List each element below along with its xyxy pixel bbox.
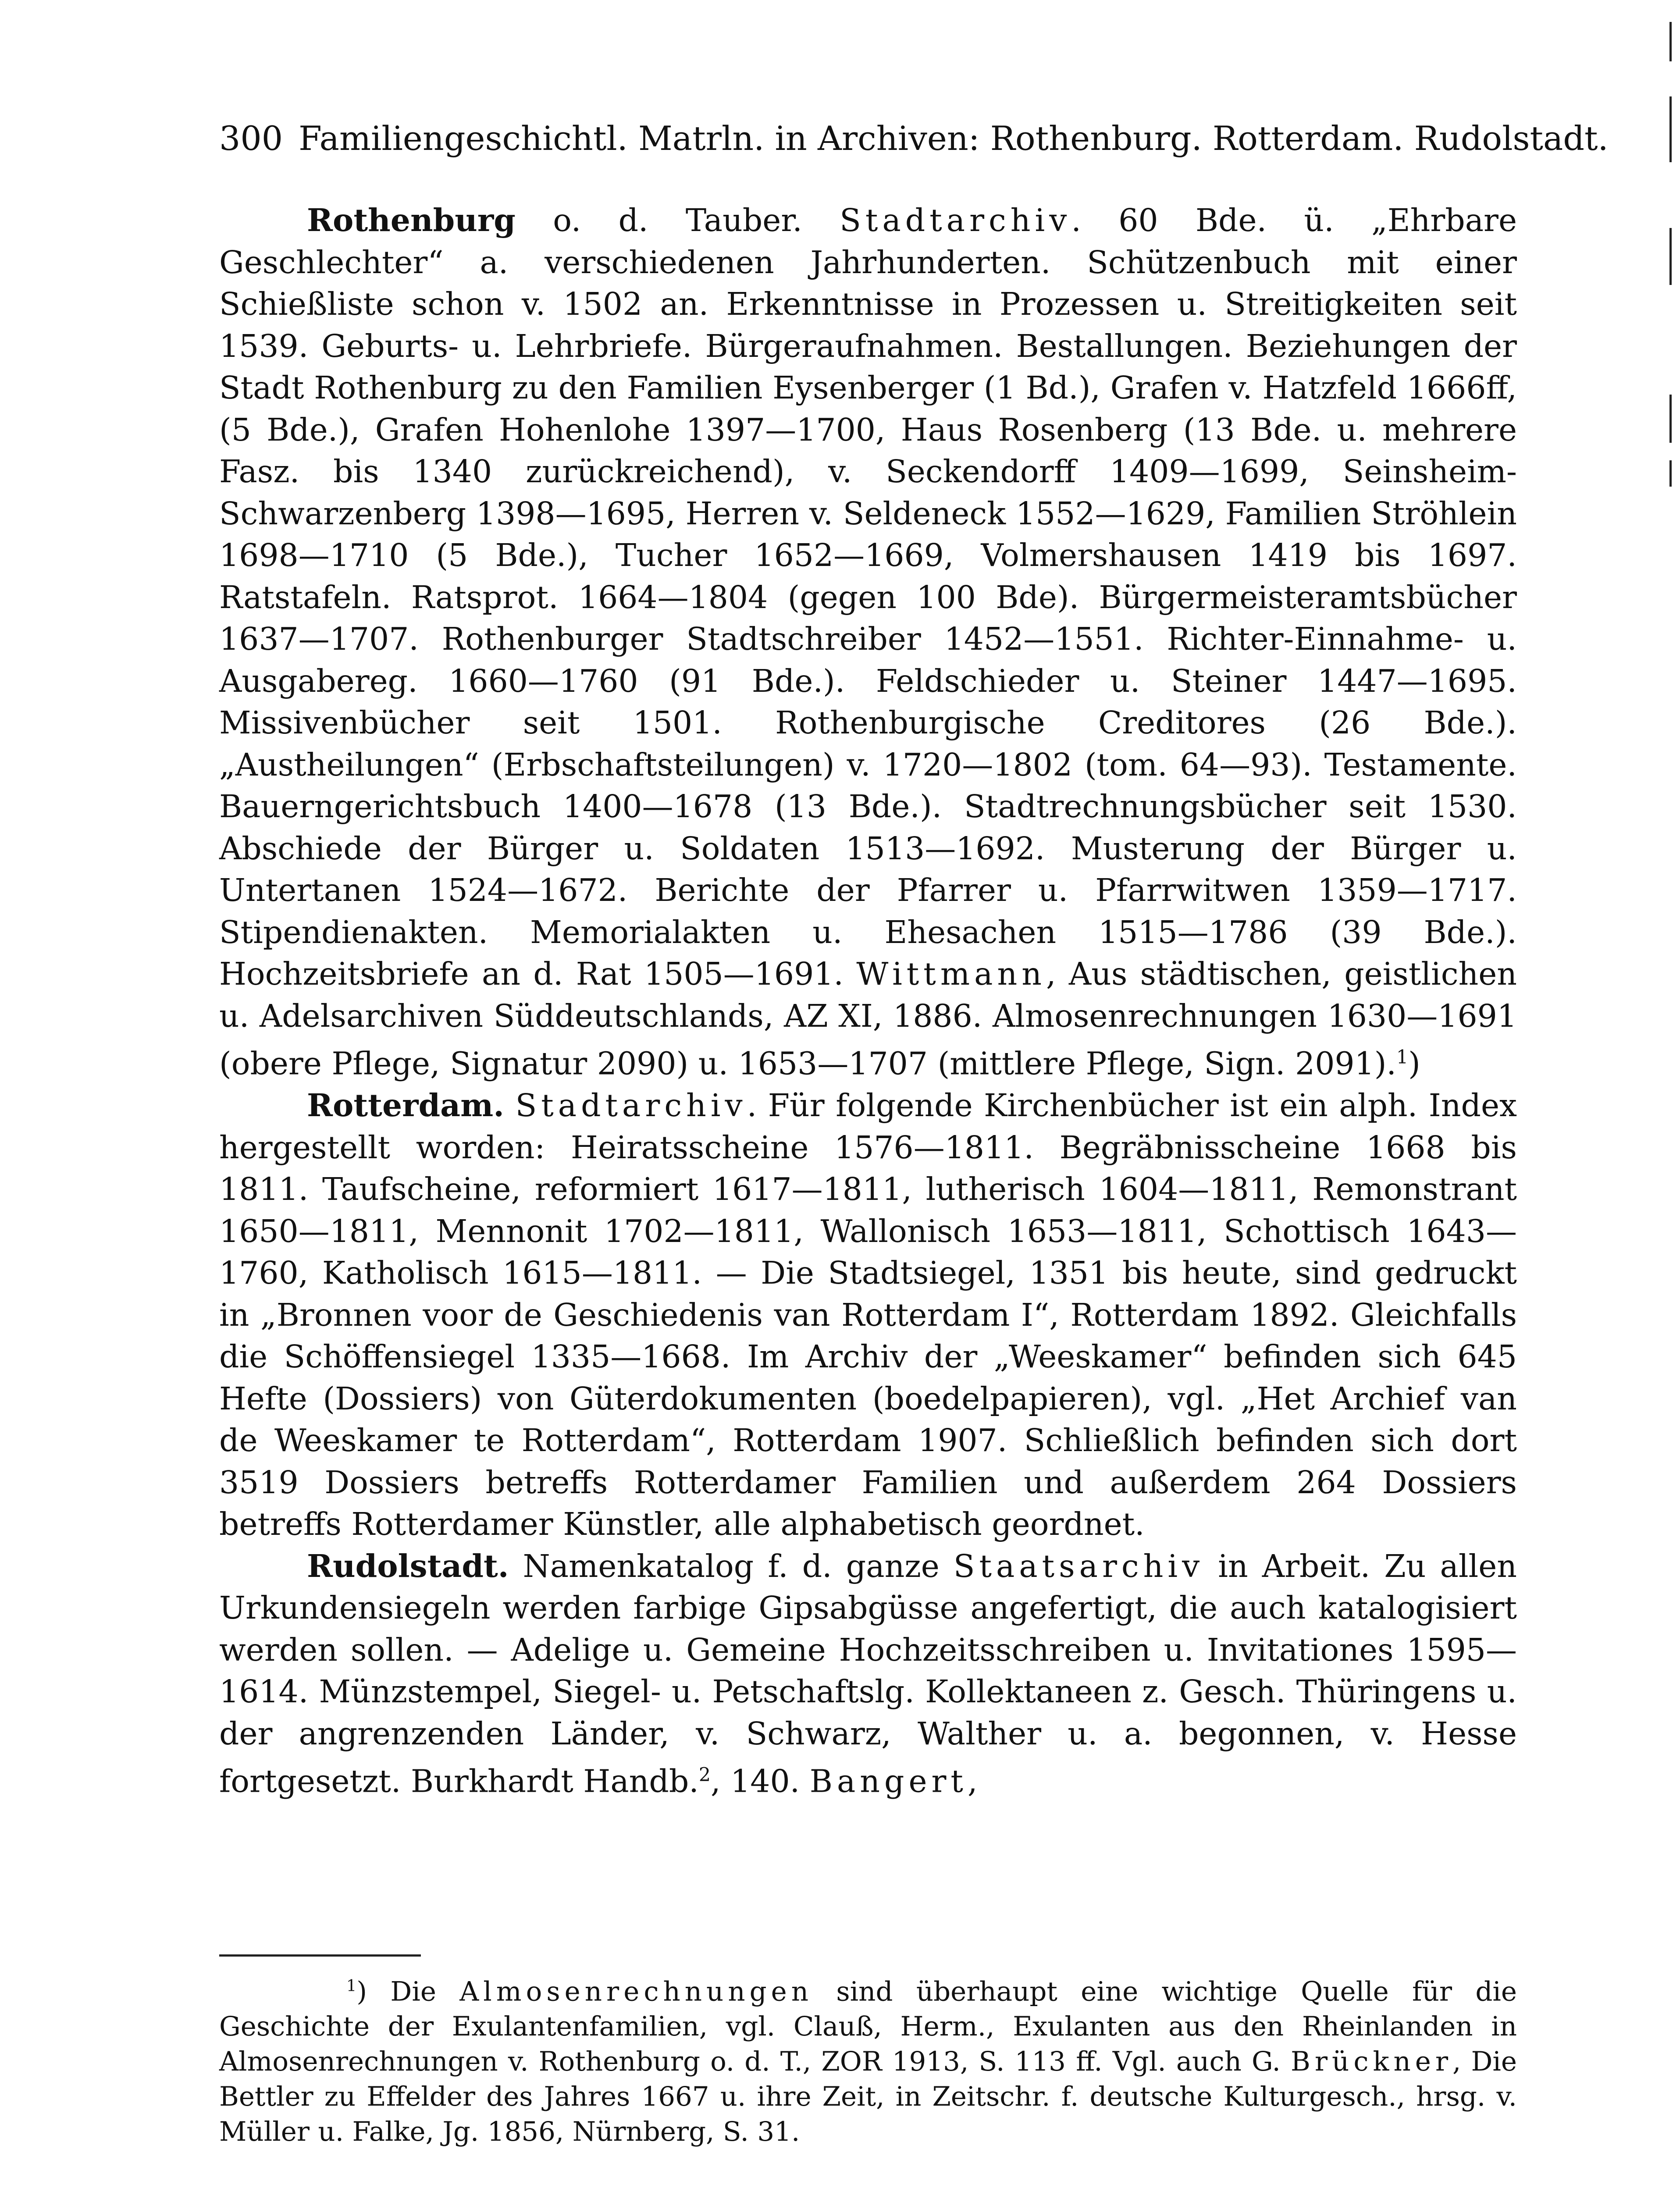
- entry-heading-rotterdam: Rotterdam.: [307, 1087, 505, 1124]
- page-number: 300: [219, 119, 283, 158]
- entry-heading-rothenburg: Rothenburg: [307, 202, 516, 238]
- footnote-rule: [219, 1954, 421, 1957]
- scan-edge-mark: [1669, 395, 1672, 443]
- entry-rudolstadt: Rudolstadt. Namenkatalog f. d. ganze Staatsarchiv in Arbeit. Zu allen Urkundensiegeln werden farbige Gipsabgüsse angefertigt, die auch katalogisiert werden sollen. — Adelige u. Gemeine Hochzeitsschreiben u. Invitationes 1595—1614. Münzstempel, Siegel- u. Petschaftslg. Kollektaneen z. Gesch. Thüringens u. der angrenzenden Länder, v. Schwarz, Walther u. a. begonnen, v. Hesse fortgesetzt. Burkhardt Handb.$^2$, 140. Bangert,: [219, 1547, 1517, 1800]
- author-name: Bangert: [809, 1763, 968, 1800]
- scan-edge-mark: [1669, 22, 1672, 61]
- running-header: [219, 117, 1609, 160]
- author-name: Brückner: [1291, 2046, 1452, 2078]
- footnote-1: $^1$) Die Almosenrechnungen sind überhaupt eine wichtige Quelle für die Geschichte der Exulantenfamilien, vgl. Clauß, Herm., Exulanten aus den Rheinlanden in Almosenrechnungen v. Rothenburg o. d. T., ZOR 1913, S. 113 ff. Vgl. auch G. Brückner, Die Bettler zu Effelder des Jahres 1667 u. ihre Zeit, in Zeitschr. f. deutsche Kulturgesch., hrsg. v. Müller u. Falke, Jg. 1856, Nürnberg, S. 31.: [219, 1976, 1517, 2148]
- main-text: [219, 199, 1517, 1802]
- footnotes: [219, 1968, 1517, 2149]
- scan-edge-mark: [1669, 96, 1672, 162]
- entry-heading-rudolstadt: Rudolstadt.: [307, 1547, 509, 1584]
- footnote-marker: 1: [346, 1976, 357, 1995]
- entry-rothenburg: Rothenburg o. d. Tauber. Stadtarchiv. 60 Bde. ü. „Ehrbare Geschlechter“ a. verschiedenen Jahrhunderten. Schützenbuch mit einer Schießliste schon v. 1502 an. Erkenntnisse in Prozessen u. Streitigkeiten seit 1539. Geburts- u. Lehrbriefe. Bürgeraufnahmen. Bestallungen. Beziehungen der Stadt Rothenburg zu den Familien Eysenberger (1 Bd.), Grafen v. Hatzfeld 1666ff, (5 Bde.), Grafen Hohenlohe 1397—1700, Haus Rosenberg (13 Bde. u. mehrere Fasz. bis 1340 zurückreichend), v. Seckendorff 1409—1699, Seinsheim-Schwarzenberg 1398—1695, Herren v. Seldeneck 1552—1629, Familien Ströhlein 1698—1710 (5 Bde.), Tucher 1652—1669, Volmershausen 1419 bis 1697. Ratstafeln. Ratsprot. 1664—1804 (gegen 100 Bde). Bürgermeisteramtsbücher 1637—1707. Rothenburger Stadtschreiber 1452—1551. Richter-Einnahme- u. Ausgabereg. 1660—1760 (91 Bde.). Feldschieder u. Steiner 1447—1695. Missivenbücher seit 1501. Rothenburgische Creditores (26 Bde.). „Austheilungen“ (Erbschaftsteilungen) v. 1720—1802 (tom. 64—93). Testamente. Bauerngerichtsbuch 1400—1678 (13 Bde.). Stadtrechnungsbücher seit 1530. Abschiede der Bürger u. Soldaten 1513—1692. Musterung der Bürger u. Untertanen 1524—1672. Berichte der Pfarrer u. Pfarrwitwen 1359—1717. Stipendienakten. Memorialakten u. Ehesachen 1515—1786 (39 Bde.). Hochzeitsbriefe an d. Rat 1505—1691. Wittmann, Aus städtischen, geistlichen u. Adelsarchiven Süddeutschlands, AZ XI, 1886. Almosenrechnungen 1630—1691 (obere Pflege, Signatur 2090) u. 1653—1707 (mittlere Pflege, Sign. 2091).$^1$): [219, 202, 1517, 1082]
- archive-name: Stadtarchiv: [515, 1087, 747, 1124]
- entry-rotterdam: Rotterdam. Stadtarchiv. Für folgende Kirchenbücher ist ein alph. Index hergestellt worden: Heiratsscheine 1576—1811. Begräbnisscheine 1668 bis 1811. Taufscheine, reformiert 1617—1811, lutherisch 1604—1811, Remonstrant 1650—1811, Mennonit 1702—1811, Wallonisch 1653—1811, Schottisch 1643—1760, Katholisch 1615—1811. — Die Stadtsiegel, 1351 bis heute, sind gedruckt in „Bronnen voor de Geschiedenis van Rotterdam I“, Rotterdam 1892. Gleichfalls die Schöffensiegel 1335—1668. Im Archiv der „Weeskamer“ befinden sich 645 Hefte (Dossiers) von Güterdokumenten (boedelpapieren), vgl. „Het Archief van de Weeskamer te Rotterdam“, Rotterdam 1907. Schließlich befinden sich dort 3519 Dossiers betreffs Rotterdamer Familien und außerdem 264 Dossiers betreffs Rotterdamer Künstler, alle alphabetisch geordnet.: [219, 1087, 1517, 1543]
- scan-edge-mark: [1669, 460, 1672, 487]
- running-title: Familiengeschichtl. Matrln. in Archiven: Rothenburg. Rotterdam. Rudolstadt.: [299, 119, 1609, 158]
- scan-edge-mark: [1669, 228, 1672, 285]
- edition-superscript: 2: [698, 1764, 711, 1786]
- archive-name: Stadtarchiv: [840, 202, 1071, 238]
- footnote-ref: 1: [1396, 1046, 1409, 1068]
- spaced-term: Almosenrechnungen: [459, 1976, 813, 2007]
- archive-name: Staatsarchiv: [953, 1548, 1204, 1584]
- author-name: Wittmann: [856, 956, 1046, 992]
